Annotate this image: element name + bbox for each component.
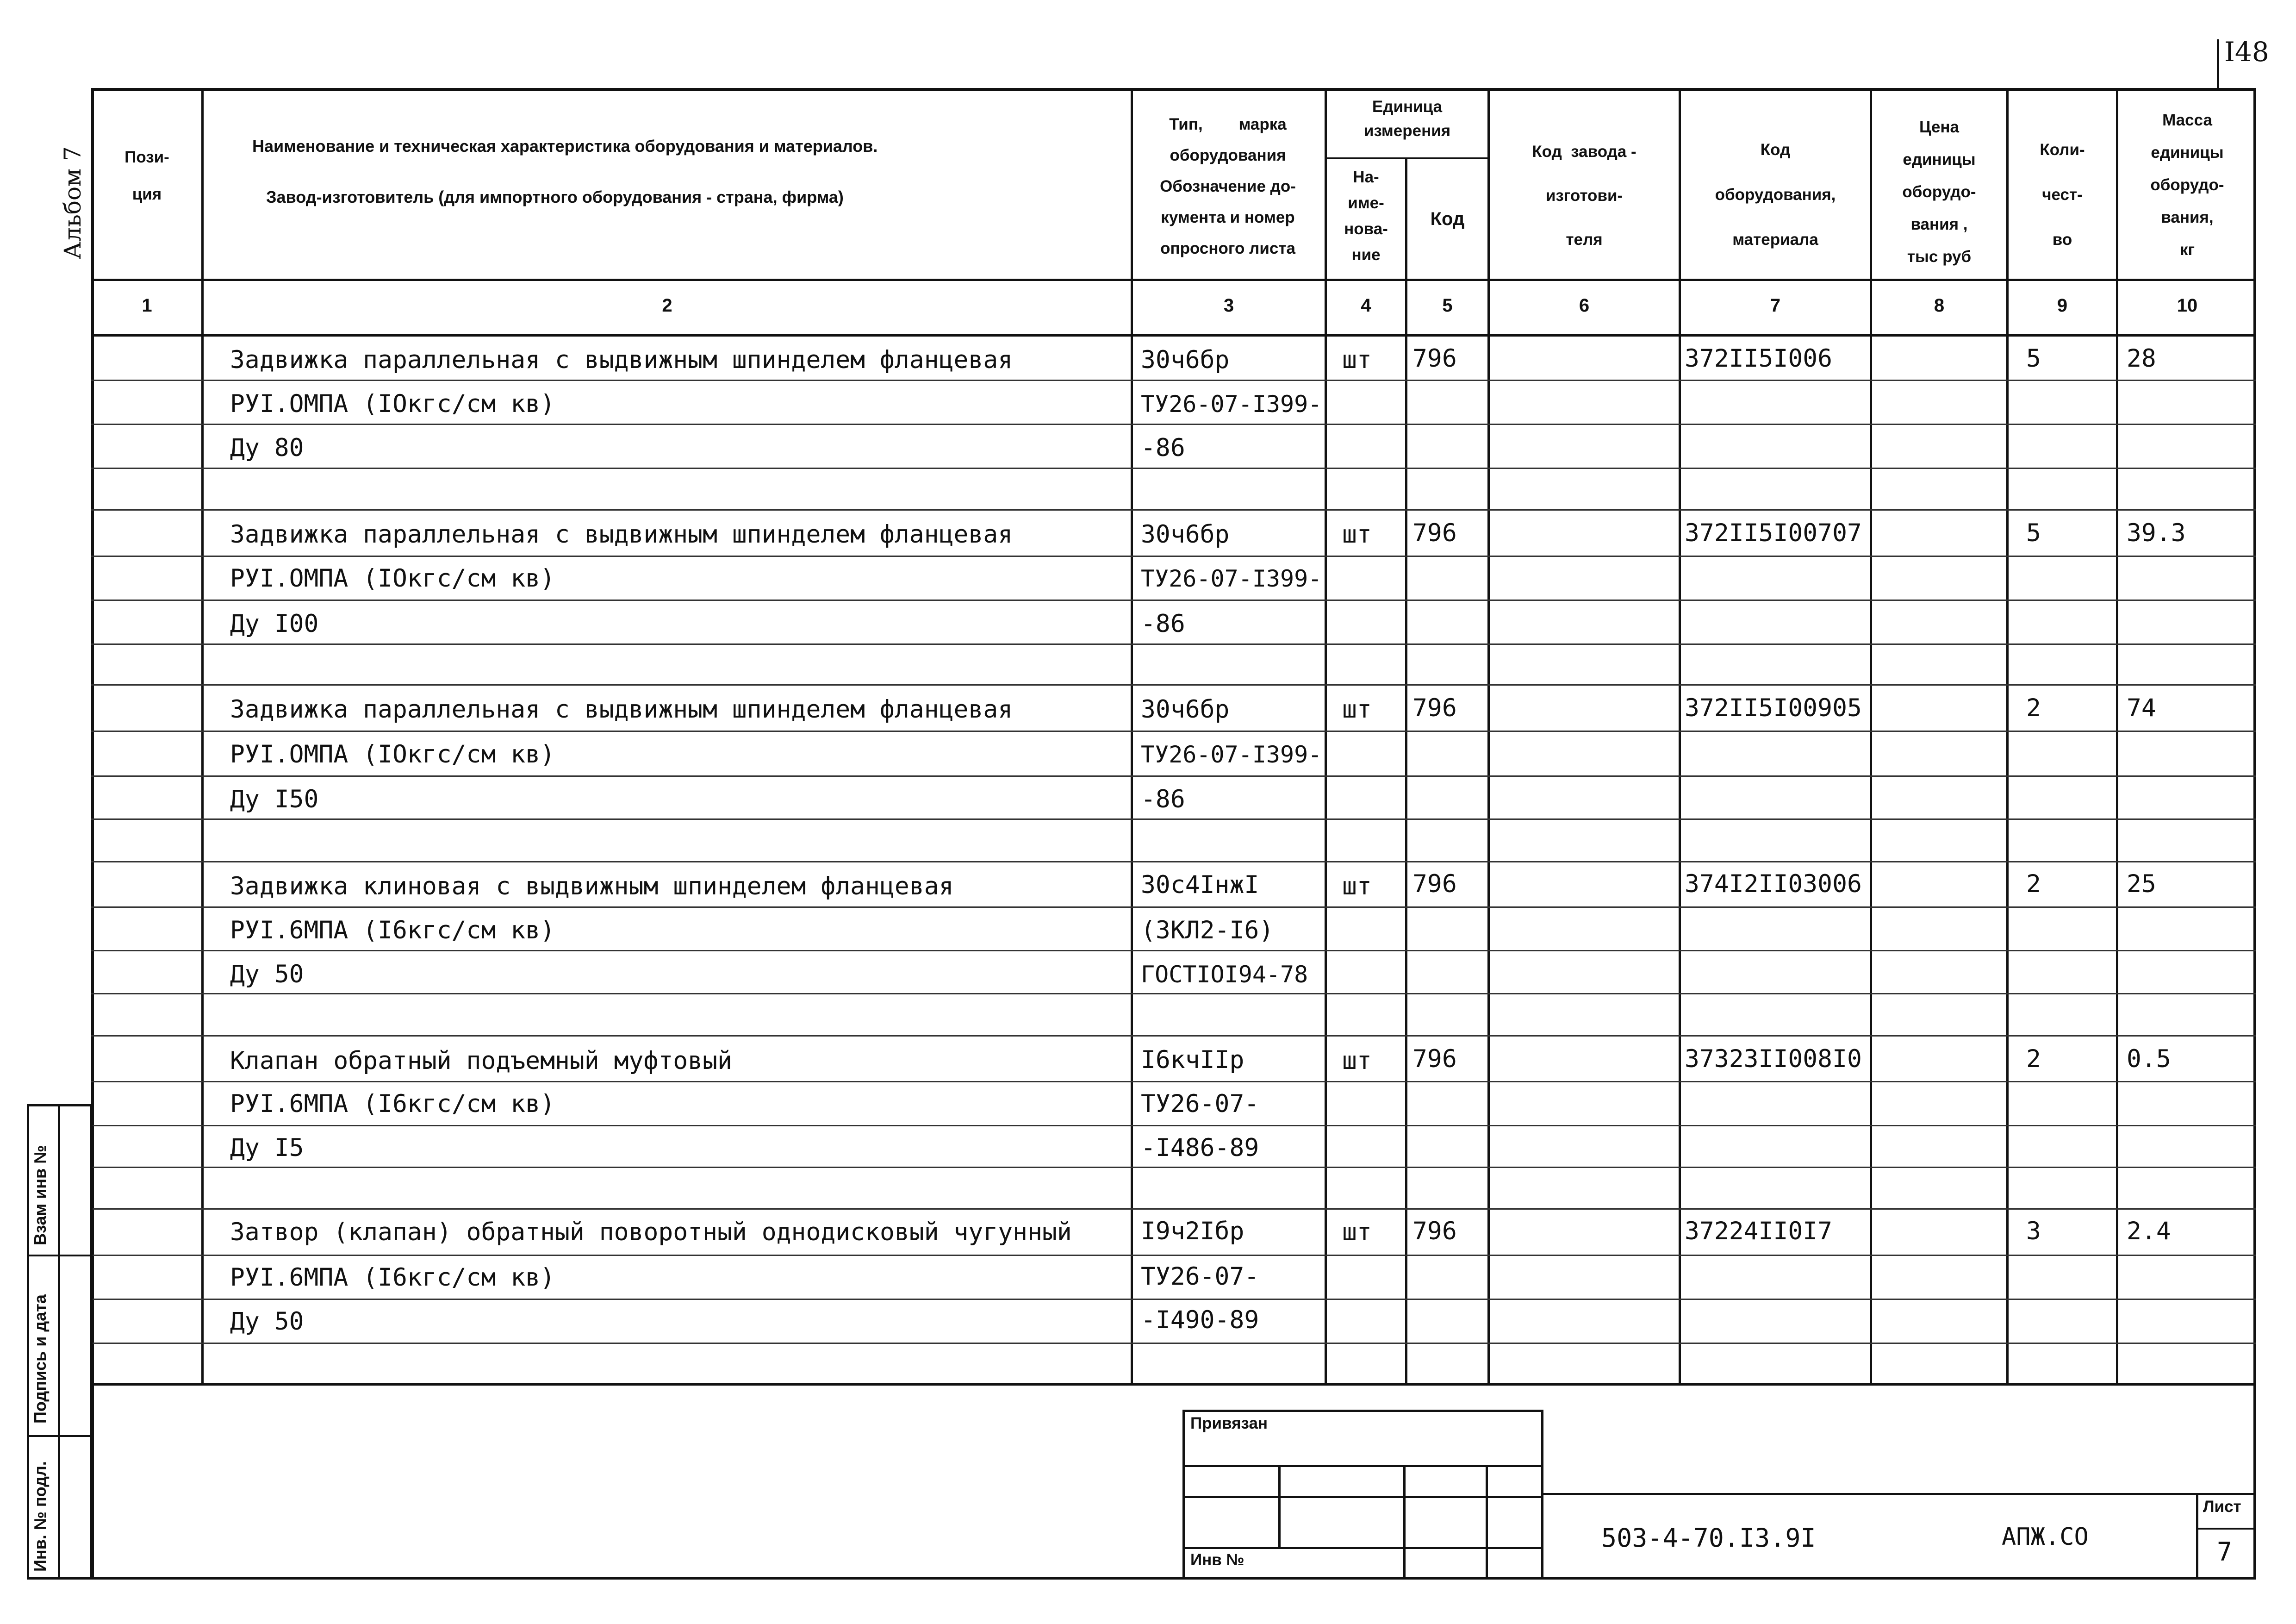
row-rule — [91, 380, 2256, 381]
row-rule — [91, 1035, 2256, 1037]
item-name-line: РУI.6МПА (I6кгс/см кв) — [230, 1090, 555, 1118]
header-name-line1: Наименование и техническая характеристика оборудования и материалов. — [252, 137, 878, 156]
col-number-10: 10 — [2177, 295, 2198, 316]
table-bottom-rule — [91, 1383, 2256, 1386]
item-mass: 39.3 — [2127, 519, 2186, 547]
item-type-line: -86 — [1141, 610, 1185, 638]
row-rule — [91, 1299, 2256, 1300]
item-type-line: ТУ26-07-I399- — [1141, 565, 1322, 592]
colnum-bottom-rule — [91, 334, 2256, 337]
header-bottom-rule — [91, 279, 2256, 281]
row-rule — [91, 684, 2256, 686]
item-name-line: РУI.OМПА (IOкгс/см кв) — [230, 740, 555, 768]
item-equipment-code: 37224II0I7 — [1685, 1217, 1833, 1245]
item-name-line: Затвор (клапан) обратный поворотный однодисковый чугунный — [230, 1218, 1072, 1246]
row-rule — [91, 906, 2256, 908]
title-block-sheet-rule — [2196, 1528, 2256, 1530]
header-unit-code: Код — [1430, 209, 1465, 229]
item-quantity: 2 — [2026, 694, 2041, 722]
item-type-line: 30ч6бр — [1141, 520, 1230, 549]
item-mass: 28 — [2127, 344, 2156, 373]
row-rule — [91, 1081, 2256, 1082]
row-rule — [91, 600, 2256, 601]
header-price: Цена единицы оборудо- вания , тыс руб — [1902, 118, 1976, 266]
item-quantity: 2 — [2026, 1045, 2041, 1073]
item-quantity: 3 — [2026, 1217, 2041, 1245]
col-divider-1 — [201, 88, 204, 1384]
item-type-line: -86 — [1141, 434, 1185, 462]
col-number-4: 4 — [1361, 295, 1371, 316]
item-type-line: ГОСТIOI94-78 — [1141, 961, 1308, 988]
item-name-line: Ду I5 — [230, 1134, 304, 1162]
privyazan-divider — [1278, 1465, 1281, 1547]
item-name-line: РУI.OМПА (IOкгс/см кв) — [230, 390, 555, 418]
item-quantity: 5 — [2026, 344, 2041, 373]
item-mass: 25 — [2127, 870, 2156, 898]
header-equipment-code: Код оборудования, материала — [1715, 141, 1836, 249]
item-quantity: 2 — [2026, 870, 2041, 898]
sheet-label: Лист — [2203, 1498, 2241, 1516]
item-type-line: I9ч2Iбр — [1141, 1217, 1244, 1245]
header-quantity: Коли- чест- во — [2040, 141, 2085, 249]
row-rule — [91, 950, 2256, 951]
inv-no-label: Инв № — [1190, 1551, 1244, 1569]
item-name-line: Задвижка параллельная с выдвижным шпинделем фланцевая — [230, 346, 1013, 374]
item-name-line: Задвижка параллельная с выдвижным шпинделем фланцевая — [230, 695, 1013, 724]
item-type-line: ТУ26-07-I399- — [1141, 741, 1322, 768]
privyazan-divider — [1403, 1465, 1406, 1580]
header-position: Пози- ция — [124, 148, 169, 203]
item-type-line: I6кчIIр — [1141, 1046, 1244, 1074]
item-equipment-code: 372II5I00707 — [1685, 519, 1862, 547]
col-divider-5 — [1487, 88, 1490, 1384]
item-equipment-code: 372II5I006 — [1685, 344, 1833, 373]
side-stamp-signature: Подпись и дата — [31, 1294, 50, 1424]
item-type-line: 30ч6бр — [1141, 695, 1230, 724]
item-mass: 2.4 — [2127, 1217, 2171, 1245]
col-divider-3 — [1325, 88, 1327, 1384]
item-unit-code: 796 — [1412, 344, 1457, 373]
item-type-line: (ЗКЛ2-I6) — [1141, 916, 1274, 944]
item-unit-code: 796 — [1412, 519, 1457, 547]
item-name-line: Ду I00 — [230, 610, 319, 638]
side-stamp-vzam: Взам инв № — [31, 1145, 50, 1245]
header-unit-group: Единица измерения — [1363, 98, 1451, 140]
item-name-line: Ду I50 — [230, 785, 319, 813]
sheet-number: 7 — [2217, 1537, 2233, 1567]
item-name-line: Ду 50 — [230, 1307, 304, 1336]
col-divider-4 — [1405, 157, 1407, 1384]
item-type-line: 30ч6бр — [1141, 346, 1230, 374]
row-rule — [91, 775, 2256, 777]
row-rule — [91, 424, 2256, 425]
title-block-rule — [1543, 1493, 2256, 1495]
item-type-line: -86 — [1141, 785, 1185, 813]
row-rule — [91, 818, 2256, 820]
row-rule — [91, 1167, 2256, 1168]
page-number-rule — [2217, 39, 2219, 90]
header-factory-code: Код завода - изготови- теля — [1532, 143, 1636, 249]
row-rule — [91, 1343, 2256, 1344]
item-type-line: -I486-89 — [1141, 1134, 1259, 1162]
side-stamp-rule — [27, 1255, 93, 1256]
item-type-line: ТУ26-07-I399- — [1141, 391, 1322, 418]
col-divider-7 — [1870, 88, 1872, 1384]
row-rule — [91, 643, 2256, 645]
item-unit-code: 796 — [1412, 870, 1457, 898]
item-unit: шт — [1342, 520, 1372, 549]
item-unit: шт — [1342, 872, 1372, 900]
item-name-line: Ду 80 — [230, 434, 304, 462]
col-divider-8 — [2006, 88, 2009, 1384]
item-equipment-code: 372II5I00905 — [1685, 694, 1862, 722]
item-unit: шт — [1342, 346, 1372, 374]
row-rule — [91, 993, 2256, 994]
privyazan-divider — [1486, 1465, 1488, 1580]
item-name-line: РУI.OМПА (IOкгс/см кв) — [230, 564, 555, 593]
row-rule — [91, 1125, 2256, 1126]
row-rule — [91, 1208, 2256, 1210]
privyazan-rule — [1182, 1496, 1543, 1498]
item-unit: шт — [1342, 1047, 1372, 1075]
header-subrule — [1325, 157, 1487, 159]
col-number-1: 1 — [142, 295, 152, 316]
side-stamp-inv-podl: Инв. № подл. — [31, 1461, 50, 1572]
album-label: Альбом 7 — [59, 146, 86, 259]
item-quantity: 5 — [2026, 519, 2041, 547]
item-name-line: Задвижка клиновая с выдвижным шпинделем фланцевая — [230, 872, 954, 900]
item-equipment-code: 374I2II03006 — [1685, 870, 1862, 898]
item-unit: шт — [1342, 695, 1372, 724]
item-equipment-code: 37323II008I0 — [1685, 1045, 1862, 1073]
item-type-line: ТУ26-07- — [1141, 1262, 1259, 1291]
side-stamp-rule — [27, 1435, 93, 1437]
col-divider-9 — [2116, 88, 2118, 1384]
item-name-line: Ду 50 — [230, 960, 304, 988]
col-number-9: 9 — [2057, 295, 2068, 316]
row-rule — [91, 509, 2256, 511]
header-name-line2: Завод-изготовитель (для импортного оборудования - страна, фирма) — [266, 187, 844, 206]
col-number-3: 3 — [1223, 295, 1234, 316]
item-mass: 74 — [2127, 694, 2156, 722]
item-name-line: РУI.6МПА (I6кгс/см кв) — [230, 1263, 555, 1292]
row-rule — [91, 861, 2256, 862]
col-number-2: 2 — [662, 295, 672, 316]
page-number: I48 — [2224, 36, 2269, 68]
col-number-7: 7 — [1770, 295, 1781, 316]
doc-code: 503-4-70.I3.9I — [1601, 1523, 1816, 1553]
col-number-8: 8 — [1934, 295, 1945, 316]
item-unit-code: 796 — [1412, 1217, 1457, 1245]
item-unit-code: 796 — [1412, 1045, 1457, 1073]
col-number-5: 5 — [1442, 295, 1453, 316]
row-rule — [91, 1255, 2256, 1256]
col-number-6: 6 — [1579, 295, 1590, 316]
item-type-line: -I490-89 — [1141, 1306, 1259, 1334]
col-divider-2 — [1131, 88, 1133, 1384]
side-stamp-divider — [58, 1104, 60, 1580]
row-rule — [91, 556, 2256, 557]
item-name-line: Задвижка параллельная с выдвижным шпинделем фланцевая — [230, 520, 1013, 549]
item-type-line: ТУ26-07- — [1141, 1090, 1259, 1118]
privyazan-label: Привязан — [1190, 1414, 1268, 1432]
item-mass: 0.5 — [2127, 1045, 2171, 1073]
header-unit-name: На- име- нова- ние — [1344, 168, 1388, 264]
header-mass: Масса единицы оборудо- вания, кг — [2150, 111, 2224, 259]
header-type: Тип, марка оборудования Обозначение до- кумента и номер опросного листа — [1160, 115, 1296, 257]
doc-mark: АПЖ.СО — [2002, 1523, 2089, 1551]
item-unit: шт — [1342, 1218, 1372, 1246]
item-type-line: 30с4IнжI — [1141, 871, 1259, 899]
item-unit-code: 796 — [1412, 694, 1457, 722]
title-block-sheet-divider — [2196, 1493, 2198, 1580]
item-name-line: РУI.6МПА (I6кгс/см кв) — [230, 916, 555, 944]
row-rule — [91, 468, 2256, 469]
row-rule — [91, 731, 2256, 732]
privyazan-rule — [1182, 1547, 1543, 1549]
privyazan-rule — [1182, 1465, 1543, 1467]
col-divider-6 — [1679, 88, 1681, 1384]
item-name-line: Клапан обратный подъемный муфтовый — [230, 1047, 732, 1075]
